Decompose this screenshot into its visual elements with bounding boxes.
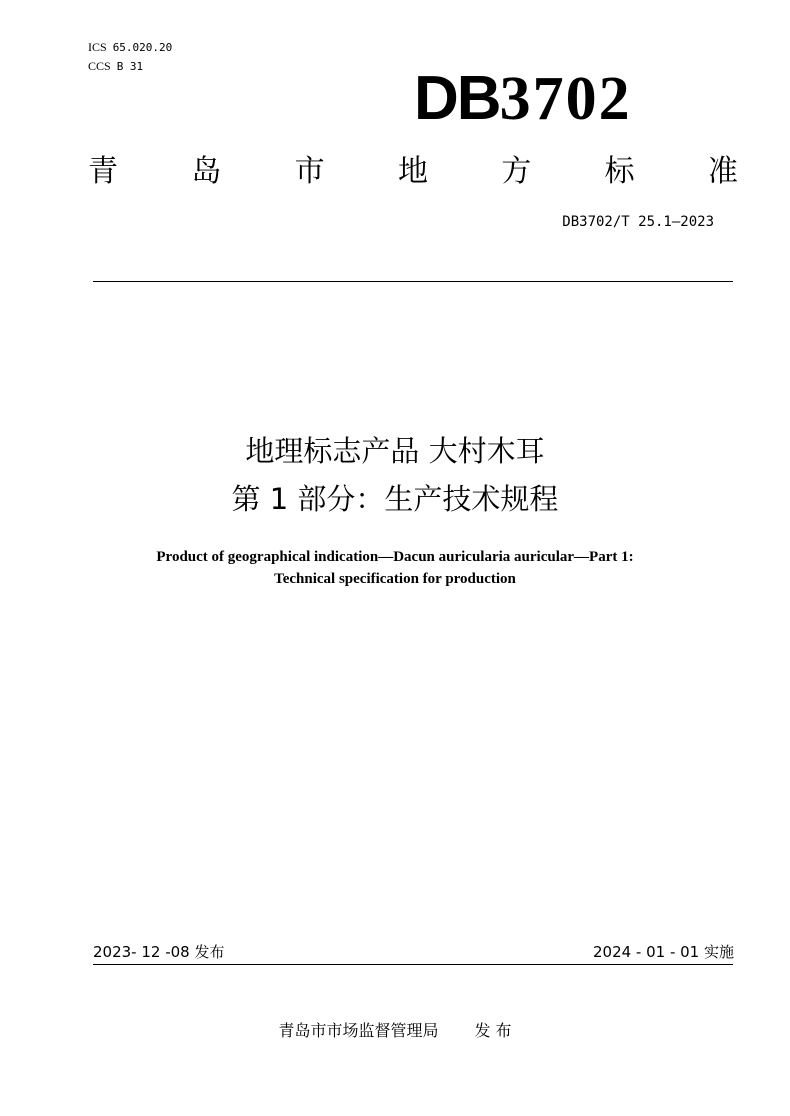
footer-divider (93, 964, 733, 965)
title-en (60, 546, 730, 590)
standard-type-char: 准 (707, 154, 738, 189)
title-en-line2: Technical specification for production (274, 571, 516, 587)
issuer-action: 发 布 (474, 1021, 512, 1040)
header-divider (93, 281, 733, 282)
issuer (0, 1018, 790, 1041)
ics-row (88, 38, 172, 57)
ics-label: ICS (88, 40, 107, 54)
ccs-label: CCS (88, 59, 111, 73)
issuer-name: 青岛市市场监督管理局 (278, 1021, 439, 1040)
release-date: 2023- 12 -08 发布 (93, 943, 225, 961)
standard-type (88, 150, 738, 194)
title-cn-line1: 地理标志产品 大村木耳 (245, 434, 545, 468)
ccs-value: B 31 (116, 60, 144, 73)
standard-type-char: 标 (604, 154, 635, 189)
standard-type-char: 岛 (191, 154, 222, 189)
implement-date: 2024 - 01 - 01 实施 (592, 943, 734, 961)
classification-codes (88, 38, 172, 76)
standard-type-char: 方 (501, 154, 532, 189)
ccs-row (88, 57, 172, 76)
standard-type-char: 市 (294, 154, 325, 189)
standard-code-prefix: DB (414, 64, 500, 133)
standard-code-region: 3702 (499, 65, 632, 133)
standard-code-logo (414, 64, 632, 134)
standard-type-char: 地 (397, 154, 428, 189)
standard-type-char: 青 (88, 154, 118, 189)
standard-number: DB3702/T 25.1—2023 (562, 214, 714, 230)
ics-value: 65.020.20 (112, 41, 173, 54)
title-cn-line2: 第 1 部分：生产技术规程 (231, 482, 559, 516)
title-en-line1: Product of geographical indication—Dacun auricularia auricular—Part 1: (156, 549, 634, 565)
